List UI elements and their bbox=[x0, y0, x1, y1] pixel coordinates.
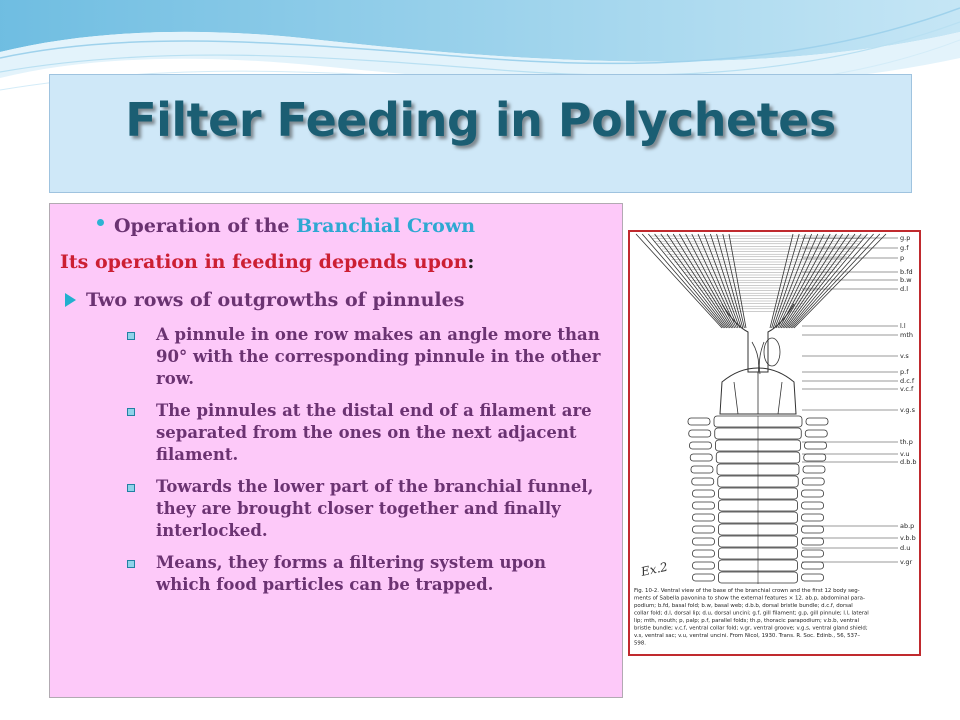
crown-ray-line bbox=[686, 234, 735, 328]
list-item-text: The pinnules at the distal end of a filament are separated from the ones on the next adjacent filament. bbox=[156, 401, 592, 464]
parapodium-left-outline bbox=[691, 466, 713, 473]
mouth-outline bbox=[764, 338, 780, 366]
parapodium-right-outline bbox=[802, 490, 824, 497]
figure-label: b.fd bbox=[900, 268, 913, 276]
title-box bbox=[49, 74, 912, 193]
figure-label: d.l bbox=[900, 285, 908, 293]
crown-ray-line bbox=[673, 234, 731, 328]
square-bullet-icon bbox=[127, 560, 135, 568]
parapodium-left-outline bbox=[693, 550, 715, 557]
crown-ray-line bbox=[772, 234, 800, 328]
list-item bbox=[125, 400, 605, 466]
parapodium-left-outline bbox=[690, 442, 712, 449]
caption-line: collar fold; d.l, dorsal lip; d.u, dorsal uncini; g.f, gill filament; g.p, gill pinnule; l.l, lateral bbox=[634, 610, 869, 617]
caption-line: 598. bbox=[634, 640, 647, 647]
sabella-ventral-figure bbox=[630, 232, 919, 654]
figure-label: d.u bbox=[900, 544, 911, 552]
caption-line: podium; b.fd, basal fold; b.w, basal web; d.b.b, dorsal bristle bundle; d.c.f, dorsal bbox=[634, 603, 853, 609]
figure-label: v.u bbox=[900, 450, 910, 458]
parapodium-right-outline bbox=[802, 550, 824, 557]
parapodium-right-outline bbox=[802, 502, 824, 509]
parapodium-left-outline bbox=[693, 526, 715, 533]
list-item-text: A pinnule in one row makes an angle more than 90° with the corresponding pinnule in the other row. bbox=[156, 325, 601, 388]
parapodium-left-outline bbox=[693, 514, 715, 521]
list-item bbox=[125, 476, 605, 542]
main-bullet-accent: Branchial Crown bbox=[296, 215, 476, 237]
crown-ray-line bbox=[642, 234, 723, 328]
parapodium-left-outline bbox=[689, 430, 711, 437]
parapodium-left-outline bbox=[690, 454, 712, 461]
caption-line: Fig. 10-2. Ventral view of the base of the branchial crown and the first 12 body seg- bbox=[634, 588, 860, 594]
parapodium-right-outline bbox=[805, 430, 827, 437]
subheading bbox=[60, 251, 474, 273]
figure-label: p bbox=[900, 254, 905, 262]
list-item bbox=[125, 552, 605, 596]
parapodium-left-outline bbox=[693, 502, 715, 509]
figure-frame bbox=[628, 230, 921, 656]
bullet-dot-icon bbox=[97, 219, 104, 226]
parapodium-right-outline bbox=[802, 478, 824, 485]
figure-label: v.c.f bbox=[900, 385, 914, 393]
parapodium-left-outline bbox=[693, 574, 715, 581]
caption-line: ments of Sabella pavonina to show the external features × 12. ab.p, abdominal para- bbox=[634, 595, 865, 602]
figure-label: mth bbox=[900, 331, 913, 339]
figure-label: g.p bbox=[900, 234, 911, 242]
figure-label: ab.p bbox=[900, 522, 915, 530]
main-bullet bbox=[114, 215, 475, 237]
arrow-bullet bbox=[65, 289, 464, 311]
arrow-bullet-text: Two rows of outgrowths of pinnules bbox=[86, 289, 465, 311]
subheading-text: Its operation in feeding depends upon bbox=[60, 251, 468, 273]
list-item-text: Towards the lower part of the branchial funnel, they are brought closer together and finally interlocked. bbox=[156, 477, 594, 540]
figure-label: p.f bbox=[900, 368, 909, 376]
figure-label: v.s bbox=[900, 352, 909, 360]
figure-label: d.c.f bbox=[900, 377, 915, 385]
figure-label: v.g.s bbox=[900, 406, 915, 414]
lips-outline bbox=[752, 342, 764, 374]
content-panel bbox=[49, 203, 623, 698]
parapodium-right-outline bbox=[805, 442, 827, 449]
crown-base-outline bbox=[722, 304, 794, 372]
slide-title: Filter Feeding in Polychetes bbox=[125, 93, 836, 147]
parapodium-left-outline bbox=[692, 478, 714, 485]
parapodium-right-outline bbox=[802, 538, 824, 545]
body-segments bbox=[688, 416, 828, 584]
pinnule-list bbox=[125, 324, 605, 606]
parapodium-right-outline bbox=[802, 562, 824, 569]
caption-line: v.s, ventral sac; v.u, ventral uncini. From Nicol, 1930. Trans. R. Soc. Edinb., 56, 537– bbox=[634, 633, 861, 639]
caption-line: lip; mth, mouth; p, palp; p.f, parallel folds; th.p, thoracic parapodium; v.b.b, ventral bbox=[634, 618, 860, 624]
main-bullet-text: Operation of the bbox=[114, 215, 297, 237]
crown-ray-line bbox=[655, 234, 727, 328]
parapodium-left-outline bbox=[693, 562, 715, 569]
parapodium-right-outline bbox=[802, 526, 824, 533]
collar-folds bbox=[734, 372, 782, 414]
list-item-text: Means, they forms a filtering system upon which food particles can be trapped. bbox=[156, 553, 547, 594]
parapodium-right-outline bbox=[802, 574, 824, 581]
crown-ray-line bbox=[679, 234, 733, 328]
arrow-bullet-icon bbox=[65, 293, 76, 307]
crown-ray-line bbox=[729, 234, 746, 328]
handwritten-tag: Ex.2 bbox=[639, 559, 670, 579]
figure-label: d.b.b bbox=[900, 458, 917, 466]
parapodium-right-outline bbox=[803, 466, 825, 473]
list-item bbox=[125, 324, 605, 390]
figure-label: l.l bbox=[900, 322, 906, 330]
caption-line: bristle bundle; v.c.f, ventral collar fold; v.gr, ventral groove; v.g.s, ventral gland shield; bbox=[634, 625, 868, 632]
parapodium-right-outline bbox=[802, 514, 824, 521]
parapodium-left-outline bbox=[693, 538, 715, 545]
parapodium-left-outline bbox=[688, 418, 710, 425]
square-bullet-icon bbox=[127, 484, 135, 492]
figure-label: v.b.b bbox=[900, 534, 916, 542]
figure-label: v.gr bbox=[900, 558, 913, 566]
parapodium-right-outline bbox=[804, 454, 826, 461]
figure-label: b.w bbox=[900, 276, 912, 284]
figure-labels bbox=[900, 234, 917, 566]
figure-label: g.f bbox=[900, 244, 909, 252]
square-bullet-icon bbox=[127, 332, 135, 340]
subheading-colon: : bbox=[467, 251, 475, 273]
parapodium-left-outline bbox=[693, 490, 715, 497]
parapodium-right-outline bbox=[806, 418, 828, 425]
figure-caption bbox=[634, 588, 869, 647]
figure-line-drawing bbox=[636, 234, 898, 584]
figure-label: th.p bbox=[900, 438, 913, 446]
square-bullet-icon bbox=[127, 408, 135, 416]
